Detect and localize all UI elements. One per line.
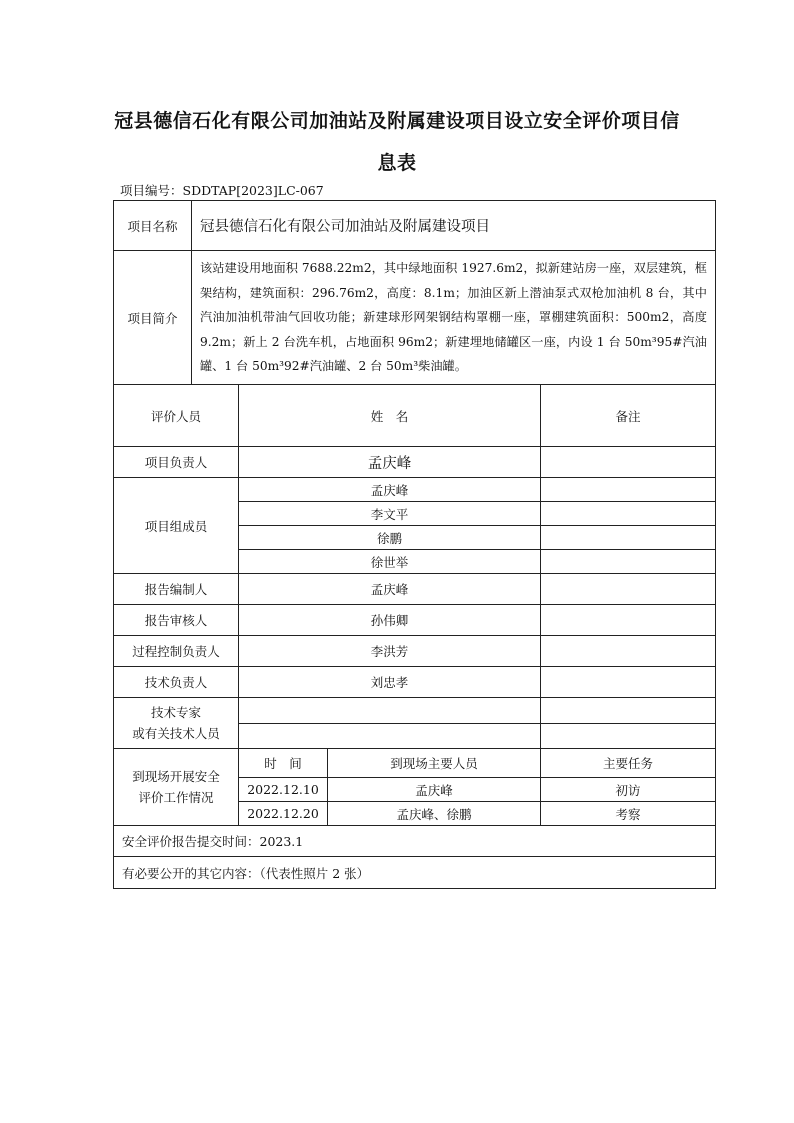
tech-lead-name: 刘忠孝: [239, 667, 541, 698]
staff-header-row: [114, 385, 716, 447]
expert-name: [239, 698, 541, 724]
document-title-line1: 冠县德信石化有限公司加油站及附属建设项目设立安全评价项目信: [114, 110, 680, 132]
member-name: 李文平: [239, 502, 541, 526]
tech-lead-remark: [541, 667, 716, 698]
header-role: 评价人员: [114, 385, 239, 447]
other-content-row: [114, 857, 716, 889]
project-name-value: 冠县德信石化有限公司加油站及附属建设项目: [192, 201, 716, 251]
expert-name: [239, 724, 541, 749]
site-header-time: 时 间: [239, 749, 328, 778]
site-header-task: 主要任务: [541, 749, 716, 778]
leader-label: 项目负责人: [114, 447, 239, 478]
project-number: 项目编号：SDDTAP[2023]LC-067: [120, 183, 324, 198]
reviewer-row: [114, 605, 716, 636]
member-remark: [541, 502, 716, 526]
project-intro-text: 该站建设用地面积 7688.22m2，其中绿地面积 1927.6m2，拟新建站房一座，双层建筑，框架结构，建筑面积：296.76m2，高度：8.1m；加油区新上潜油泵式双枪加油机 8 台，其中汽油加油机带油气回收功能；新建球形网架钢结构罩棚一座，罩棚建筑面积：500m2，高度 9.2m；新上 2 台洗车机，占地面积 96m2；新建埋地储罐区一座，内设 1 台 50m³95#汽油罐、1 台 50m³92#汽油罐、2 台 50m³柴油罐。: [192, 251, 716, 385]
site-visit-people: 孟庆峰、徐鹏: [328, 802, 541, 826]
expert-label-line2: 或有关技术人员: [132, 726, 220, 741]
site-visit-time: 2022.12.20: [239, 802, 328, 826]
expert-remark: [541, 698, 716, 724]
compiler-row: [114, 574, 716, 605]
reviewer-name: 孙伟卿: [239, 605, 541, 636]
site-visit-label-line2: 评价工作情况: [138, 790, 214, 805]
project-name-label: 项目名称: [114, 201, 192, 251]
reviewer-remark: [541, 605, 716, 636]
document-title-line2: 息表: [377, 152, 417, 174]
process-control-label: 过程控制负责人: [114, 636, 239, 667]
info-table: [113, 200, 716, 889]
site-visit-task: 考察: [541, 802, 716, 826]
project-intro-label: 项目简介: [114, 251, 192, 385]
site-visit-label: [114, 749, 239, 826]
header-name: 姓 名: [239, 385, 541, 447]
site-visit-label-line1: 到现场开展安全: [132, 769, 220, 784]
site-header-people: 到现场主要人员: [328, 749, 541, 778]
submit-time-row: [114, 826, 716, 857]
tech-lead-label: 技术负责人: [114, 667, 239, 698]
member-row: [114, 478, 716, 502]
other-content: 有必要公开的其它内容：（代表性照片 2 张）: [114, 857, 716, 889]
compiler-label: 报告编制人: [114, 574, 239, 605]
expert-remark: [541, 724, 716, 749]
tech-lead-row: [114, 667, 716, 698]
site-visit-people: 孟庆峰: [328, 778, 541, 802]
reviewer-label: 报告审核人: [114, 605, 239, 636]
member-remark: [541, 478, 716, 502]
member-remark: [541, 550, 716, 574]
submit-time: 安全评价报告提交时间：2023.1: [114, 826, 716, 857]
leader-remark: [541, 447, 716, 478]
header-remark: 备注: [541, 385, 716, 447]
member-name: 徐世举: [239, 550, 541, 574]
members-label: 项目组成员: [114, 478, 239, 574]
expert-row: [114, 698, 716, 724]
member-name: 徐鹏: [239, 526, 541, 550]
leader-name: 孟庆峰: [239, 447, 541, 478]
process-control-row: [114, 636, 716, 667]
member-remark: [541, 526, 716, 550]
leader-row: [114, 447, 716, 478]
site-visit-time: 2022.12.10: [239, 778, 328, 802]
project-name-row: [114, 201, 716, 251]
expert-label-line1: 技术专家: [150, 705, 201, 720]
site-visit-task: 初访: [541, 778, 716, 802]
member-name: 孟庆峰: [239, 478, 541, 502]
site-header-row: [114, 749, 716, 778]
expert-label: [114, 698, 239, 749]
process-control-name: 李洪芳: [239, 636, 541, 667]
compiler-name: 孟庆峰: [239, 574, 541, 605]
compiler-remark: [541, 574, 716, 605]
project-intro-row: [114, 251, 716, 385]
process-control-remark: [541, 636, 716, 667]
